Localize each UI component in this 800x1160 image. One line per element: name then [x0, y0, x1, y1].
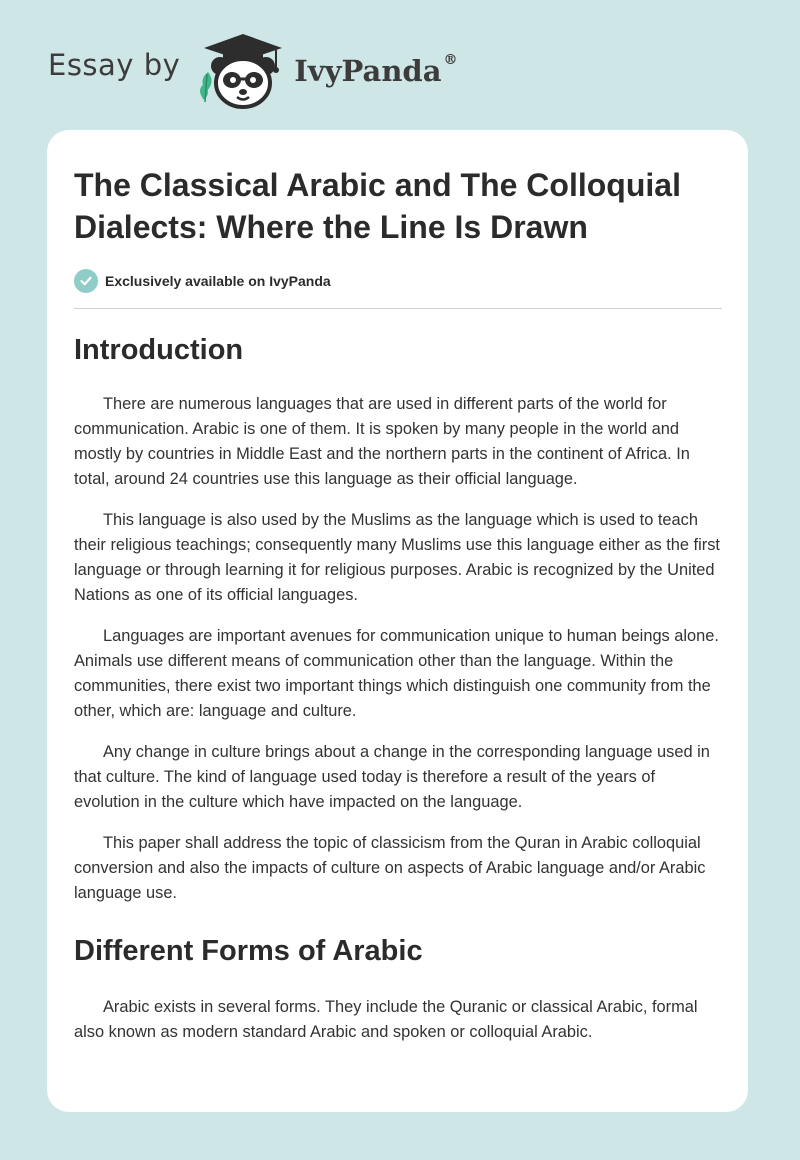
essay-title: The Classical Arabic and The Colloquial Dialects: Where the Line Is Drawn [74, 167, 681, 245]
brand-wordmark[interactable] [294, 54, 457, 88]
exclusive-badge [74, 268, 722, 294]
paragraph: Arabic exists in several forms. They include the Quranic or classical Arabic, formal also known as modern standard Arabic and spoken or colloquial Arabic. [74, 998, 698, 1041]
divider [74, 308, 722, 309]
essay-card [47, 130, 748, 1112]
paragraph: This language is also used by the Muslims as the language which is used to teach their religious teachings; consequently many Muslims use this language either as the first language or through learning it for religious purposes. Arabic is recognized by the United Nations as one of its official languages. [74, 511, 720, 604]
section-heading-introduction: Introduction [74, 334, 244, 366]
paragraph: There are numerous languages that are used in different parts of the world for communication. Arabic is one of them. It is spoken by many people in the world and mostly by countries in Middle East and the northern parts in the continent of Africa. In total, around 24 countries use this language as their official language. [74, 395, 690, 488]
paragraph: Any change in culture brings about a change in the corresponding language used in that culture. The kind of language used today is therefore a result of the years of evolution in the culture which have impacted on the language. [74, 743, 710, 811]
paragraph: This paper shall address the topic of classicism from the Quran in Arabic colloquial conversion and also the impacts of culture on aspects of Arabic language and/or Arabic language use. [74, 834, 706, 902]
panda-graduate-icon[interactable] [196, 30, 290, 110]
section-heading-different-forms: Different Forms of Arabic [74, 935, 423, 967]
paragraph: Languages are important avenues for communication unique to human beings alone. Animals use different means of communication other than the language. Within the communities, there exist two important things which distinguish one community from the other, which are: language and culture. [74, 627, 719, 720]
essay-by-label: Essay by [48, 48, 181, 82]
brand-name: IvyPanda [294, 54, 442, 88]
essay-content [74, 164, 722, 1045]
registered-mark: ® [443, 52, 458, 68]
site-header [48, 30, 458, 110]
check-circle-icon [74, 269, 98, 293]
exclusive-label: Exclusively available on IvyPanda [105, 273, 331, 289]
